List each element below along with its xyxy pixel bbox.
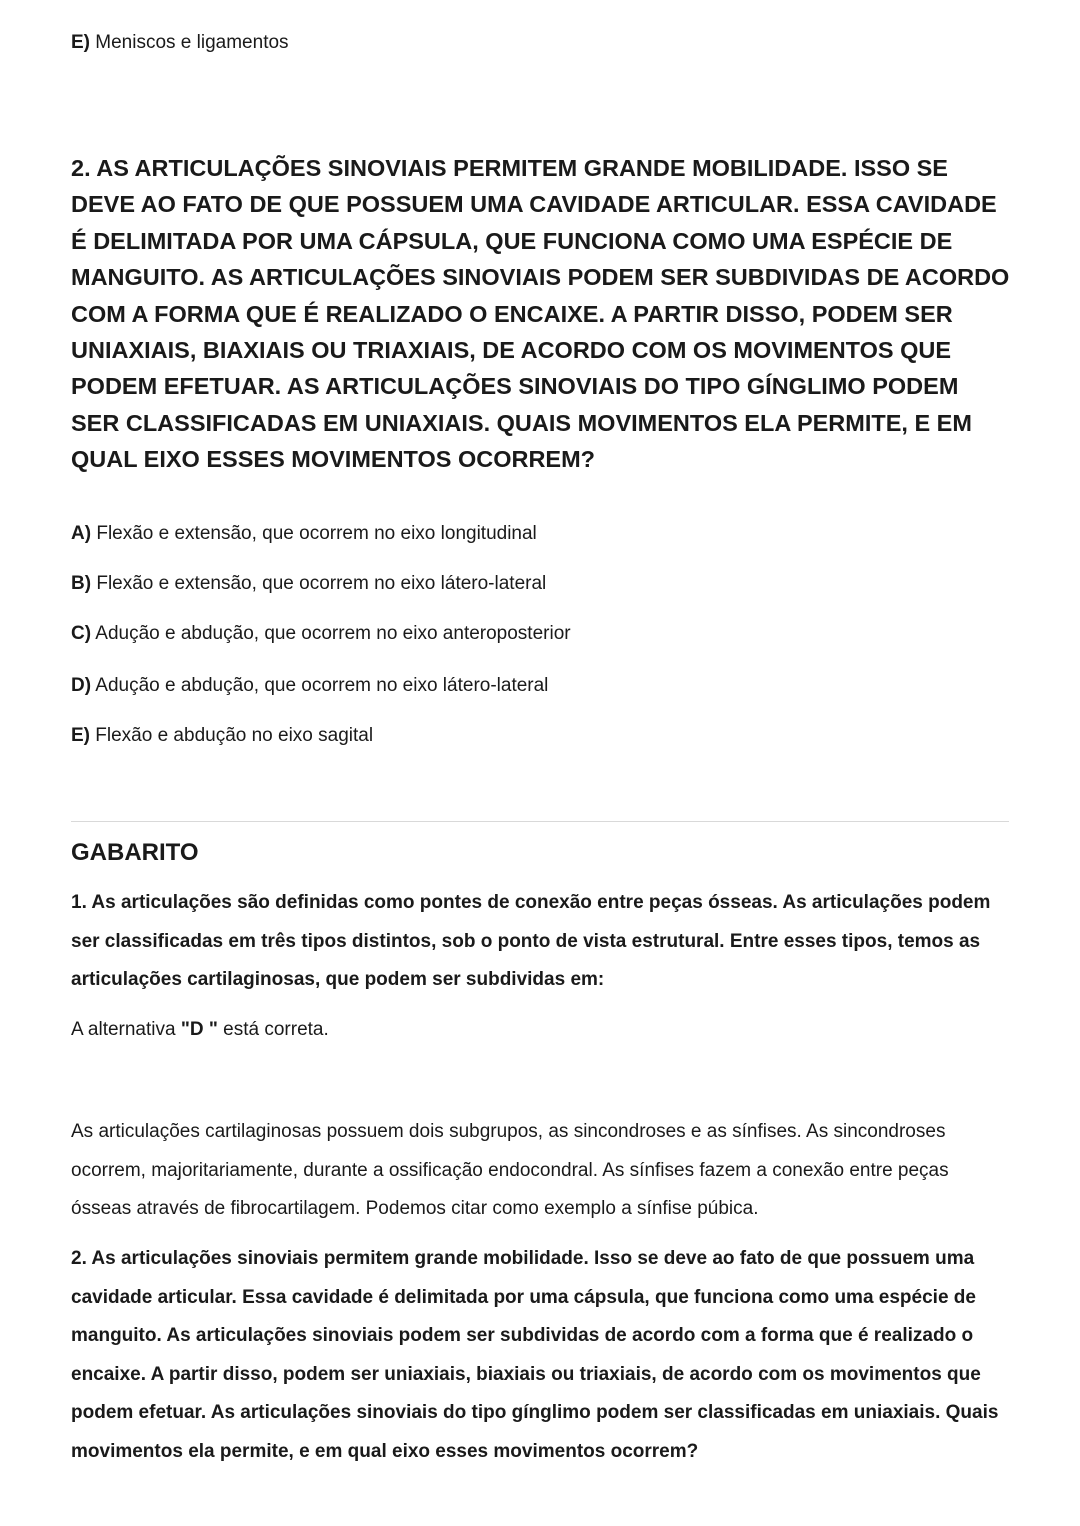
section-divider bbox=[71, 821, 1009, 822]
option-text: Adução e abdução, que ocorrem no eixo látero-lateral bbox=[91, 675, 549, 696]
option-text: Flexão e extensão, que ocorrem no eixo longitudinal bbox=[91, 523, 537, 544]
option-letter: B) bbox=[71, 573, 92, 594]
option-d bbox=[71, 674, 548, 698]
answer-suffix: está correta. bbox=[217, 1019, 329, 1040]
answer-key-question-2: 2. As articulações sinoviais permitem grande mobilidade. Isso se deve ao fato de que possuem uma cavidade articular. Essa cavidade é delimitada por uma cápsula, que funciona como uma espécie de manguito. As articulações sinoviais podem ser subdividas de acordo com a forma que é realizado o encaixe. A partir disso, podem ser uniaxiais, biaxiais ou triaxiais, de acordo com os movimentos que podem efetuar. As articulações sinoviais do tipo gínglimo podem ser classificadas em uniaxiais. Quais movimentos ela permite, e em qual eixo esses movimentos ocorrem? bbox=[71, 1248, 999, 1462]
answer-prefix: A alternativa bbox=[71, 1019, 181, 1040]
answer-key-1-explanation: As articulações cartilaginosas possuem dois subgrupos, as sincondroses e as sínfises. As sincondroses ocorrem, majoritariamente, durante a ossificação endocondral. As sínfises fazem a conexão entre peças ósseas através de fibrocartilagem. Podemos citar como exemplo a sínfise púbica. bbox=[71, 1121, 949, 1219]
option-b bbox=[71, 572, 546, 596]
option-text: Meniscos e ligamentos bbox=[90, 32, 289, 53]
question-2-heading: 2. AS ARTICULAÇÕES SINOVIAIS PERMITEM GRANDE MOBILIDADE. ISSO SE DEVE AO FATO DE QUE POSSUEM UMA CAVIDADE ARTICULAR. ESSA CAVIDADE É DELIMITADA POR UMA CÁPSULA, QUE FUNCIONA COMO UMA ESPÉCIE DE MANGUITO. AS ARTICULAÇÕES SINOVIAIS PODEM SER SUBDIVIDAS DE ACORDO COM A FORMA QUE É REALIZADO O ENCAIXE. A PARTIR DISSO, PODEM SER UNIAXIAIS, BIAXIAIS OU TRIAXIAIS, DE ACORDO COM OS MOVIMENTOS QUE PODEM EFETUAR. AS ARTICULAÇÕES SINOVIAIS DO TIPO GÍNGLIMO PODEM SER CLASSIFICADAS EM UNIAXIAIS. QUAIS MOVIMENTOS ELA PERMITE, E EM QUAL EIXO ESSES MOVIMENTOS OCORREM? bbox=[71, 155, 1010, 473]
option-letter: E) bbox=[71, 32, 90, 53]
option-e bbox=[71, 724, 373, 748]
option-letter: A) bbox=[71, 523, 92, 544]
previous-question-option-e bbox=[71, 31, 289, 55]
option-text: Adução e abdução, que ocorrem no eixo anteroposterior bbox=[91, 623, 571, 644]
option-text: Flexão e extensão, que ocorrem no eixo látero-lateral bbox=[91, 573, 547, 594]
option-a bbox=[71, 522, 537, 546]
option-c bbox=[71, 622, 571, 646]
gabarito-heading: GABARITO bbox=[71, 839, 199, 866]
option-letter: E) bbox=[71, 725, 90, 746]
option-letter: C) bbox=[71, 623, 92, 644]
answer-key-1-correct-alternative bbox=[71, 1011, 1011, 1050]
answer-letter: "D " bbox=[180, 1019, 218, 1040]
answer-key-question-1: 1. As articulações são definidas como pontes de conexão entre peças ósseas. As articulações podem ser classificadas em três tipos distintos, sob o ponto de vista estrutural. Entre esses tipos, temos as articulações cartilaginosas, que podem ser subdividas em: bbox=[71, 892, 991, 990]
option-text: Flexão e abdução no eixo sagital bbox=[90, 725, 374, 746]
option-letter: D) bbox=[71, 675, 92, 696]
